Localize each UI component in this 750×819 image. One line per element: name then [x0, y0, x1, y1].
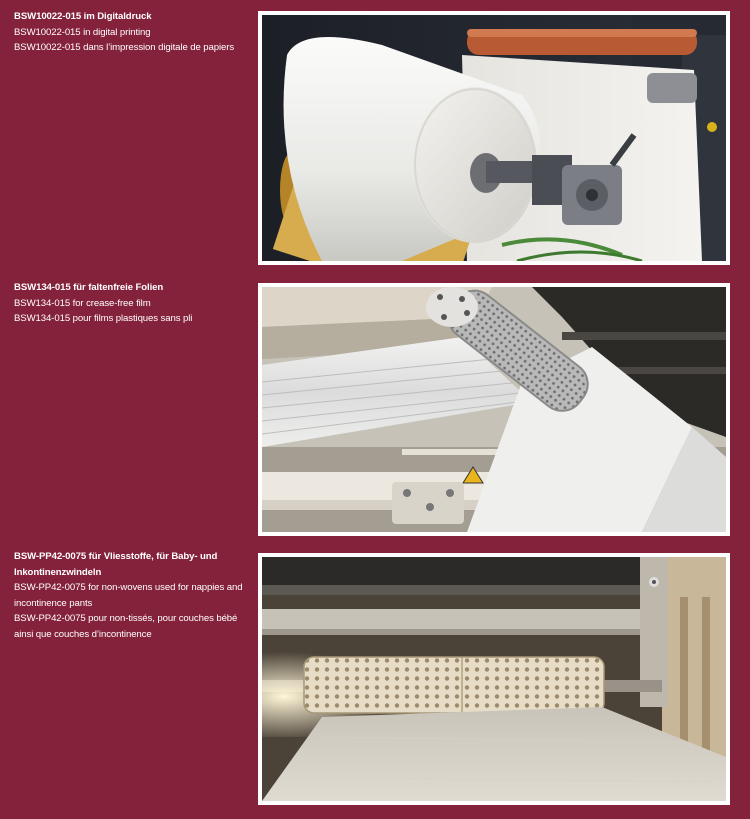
photo-nonwoven-image [262, 557, 726, 801]
caption-title: BSW134-015 für faltenfreie Folien [14, 282, 164, 293]
caption-nonwovens [14, 549, 246, 642]
caption-title: BSW-PP42-0075 für Vliesstoffe, für Baby- und Inkontinenzwindeln [14, 551, 218, 578]
caption-french: BSW134-015 pour films plastiques sans pli [14, 313, 193, 324]
photo-nonwoven-roller [258, 553, 730, 805]
caption-crease-free-film [14, 280, 246, 327]
caption-digital-printing [14, 9, 246, 56]
caption-english: BSW-PP42-0075 for non-wovens used for nappies and incontinence pants [14, 582, 243, 609]
photo-crease-free-film [258, 283, 730, 536]
caption-french: BSW-PP42-0075 pour non-tissés, pour couches bébé ainsi que couches d’incontinence [14, 613, 238, 640]
photo-film-image [262, 287, 726, 532]
photo-paper-roll-digital-printing [258, 11, 730, 265]
photo-paper-roll-image [262, 15, 726, 261]
caption-english: BSW134-015 for crease-free film [14, 297, 151, 309]
caption-english: BSW10022-015 in digital printing [14, 26, 151, 38]
caption-french: BSW10022-015 dans l’impression digitale de papiers [14, 42, 235, 53]
caption-title: BSW10022-015 im Digitaldruck [14, 11, 152, 22]
